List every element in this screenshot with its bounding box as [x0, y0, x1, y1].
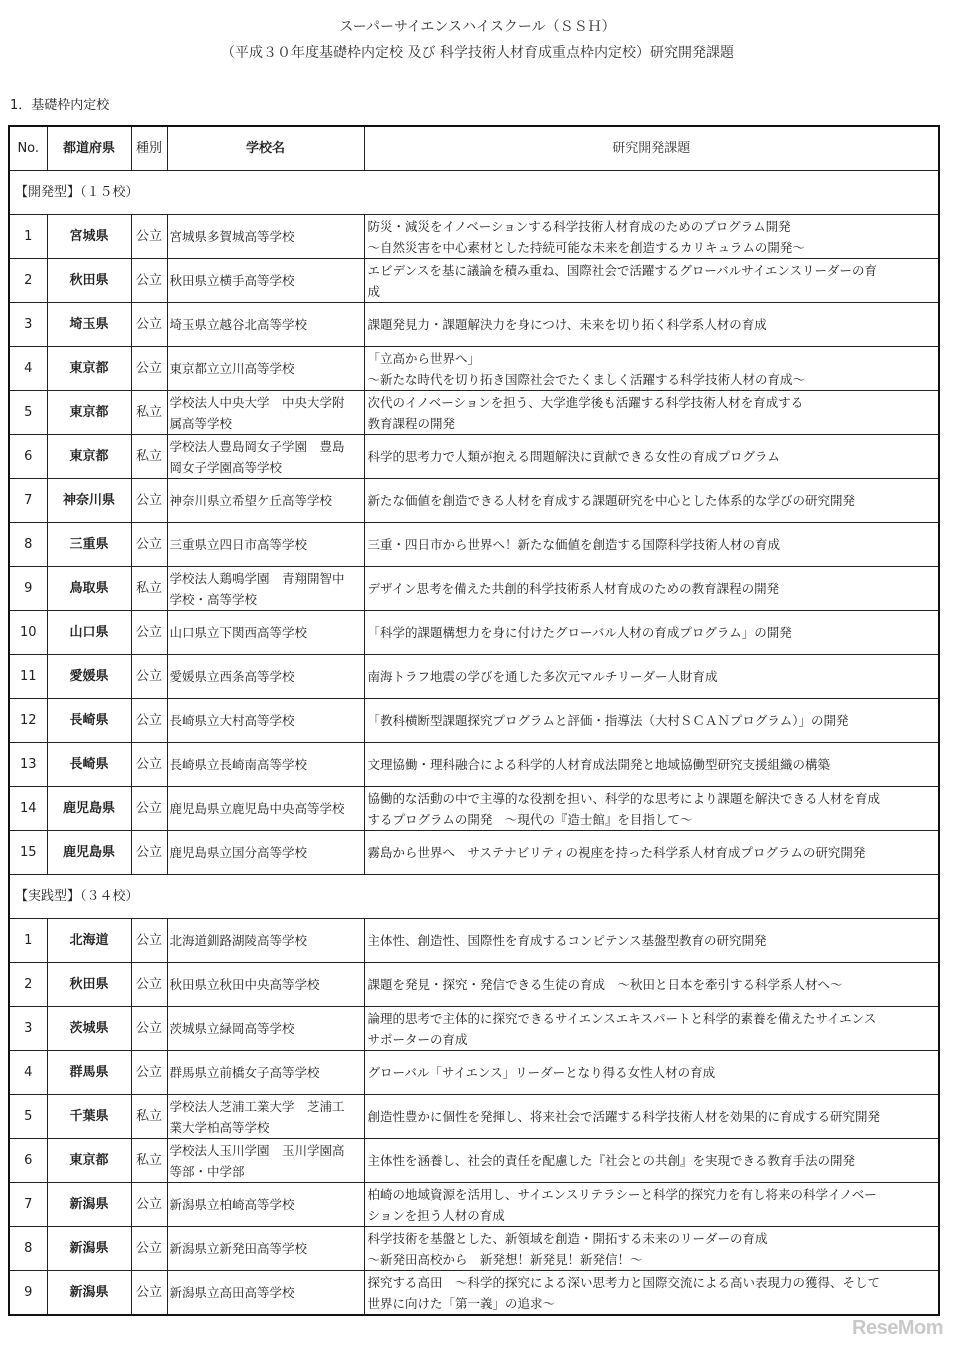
research-topic-cell: 課題を発見・探究・発信できる生徒の育成 ～秋田と日本を牽引する科学系人材へ～	[364, 963, 939, 1007]
research-topic-cell: 創造性豊かに個性を発揮し、将来社会で活躍する科学技術人材を効果的に育成する研究開発	[364, 1095, 939, 1139]
resemom-logo: ReseMom	[852, 1317, 943, 1339]
school-name-cell: 学校法人中央大学 中央大学附 属高等学校	[167, 391, 364, 435]
school-type-cell: 公立	[131, 215, 167, 259]
school-type-cell: 私立	[131, 435, 167, 479]
research-topic-cell: グローバル「サイエンス」リーダーとなり得る女性人材の育成	[364, 1051, 939, 1095]
section-label: 【実践型】（３４校）	[9, 875, 939, 919]
school-name-cell: 長崎県立大村高等学校	[167, 699, 364, 743]
school-type-cell: 私立	[131, 1139, 167, 1183]
school-type-cell: 公立	[131, 919, 167, 963]
row-number: 15	[9, 831, 47, 875]
table-row	[9, 567, 939, 611]
research-topic-cell: 防災・減災をイノベーションする科学技術人材育成のためのプログラム開発 ～自然災害を中心素材とした持続可能な未来を創造するカリキュラムの開発～	[364, 215, 939, 259]
prefecture-cell: 群馬県	[47, 1051, 131, 1095]
school-name-cell: 鹿児島県立鹿児島中央高等学校	[167, 787, 364, 831]
row-number: 2	[9, 963, 47, 1007]
research-topic-cell: 探究する高田 ～科学的探究による深い思考力と国際交流による高い表現力の獲得、そして 世界に向けた「第一義」の追求～	[364, 1271, 939, 1316]
school-name-cell: 三重県立四日市高等学校	[167, 523, 364, 567]
school-name-cell: 埼玉県立越谷北高等学校	[167, 303, 364, 347]
prefecture-cell: 新潟県	[47, 1183, 131, 1227]
row-number: 5	[9, 1095, 47, 1139]
row-number: 10	[9, 611, 47, 655]
section-label: 【開発型】（１５校）	[9, 171, 939, 215]
row-number: 13	[9, 743, 47, 787]
row-number: 7	[9, 479, 47, 523]
table-row	[9, 215, 939, 259]
table-row	[9, 1183, 939, 1227]
research-topic-cell: 主体性、創造性、国際性を育成するコンピテンス基盤型教育の研究開発	[364, 919, 939, 963]
row-number: 8	[9, 523, 47, 567]
table-row	[9, 963, 939, 1007]
row-number: 1	[9, 215, 47, 259]
table-row	[9, 1007, 939, 1051]
school-name-cell: 新潟県立柏崎高等学校	[167, 1183, 364, 1227]
table-row	[9, 919, 939, 963]
row-number: 6	[9, 1139, 47, 1183]
document-title: スーパーサイエンスハイスクール（ＳＳＨ）	[339, 19, 616, 35]
prefecture-cell: 山口県	[47, 611, 131, 655]
school-name-cell: 山口県立下関西高等学校	[167, 611, 364, 655]
prefecture-cell: 神奈川県	[47, 479, 131, 523]
section-heading: 1．基礎枠内定校	[10, 98, 110, 113]
prefecture-cell: 東京都	[47, 347, 131, 391]
school-name-cell: 鹿児島県立国分高等学校	[167, 831, 364, 875]
research-topic-cell: 科学的思考力で人類が抱える問題解決に貢献できる女性の育成プログラム	[364, 435, 939, 479]
header-topic: 研究開発課題	[364, 126, 939, 171]
research-topic-cell: 柏崎の地域資源を活用し、サイエンスリテラシーと科学的探究力を有し将来の科学イノベー ションを担う人材の育成	[364, 1183, 939, 1227]
prefecture-cell: 鹿児島県	[47, 831, 131, 875]
school-type-cell: 公立	[131, 743, 167, 787]
school-type-cell: 公立	[131, 303, 167, 347]
research-topic-cell: デザイン思考を備えた共創的科学技術系人材育成のための教育課程の開発	[364, 567, 939, 611]
document-subtitle: （平成３０年度基礎枠内定校 及び 科学技術人材育成重点枠内定校）研究開発課題	[221, 45, 734, 61]
prefecture-cell: 長崎県	[47, 743, 131, 787]
prefecture-cell: 愛媛県	[47, 655, 131, 699]
row-number: 4	[9, 347, 47, 391]
header-no: No.	[9, 126, 47, 171]
table-row	[9, 831, 939, 875]
prefecture-cell: 新潟県	[47, 1227, 131, 1271]
school-type-cell: 公立	[131, 1007, 167, 1051]
school-name-cell: 愛媛県立西条高等学校	[167, 655, 364, 699]
prefecture-cell: 鳥取県	[47, 567, 131, 611]
school-name-cell: 新潟県立新発田高等学校	[167, 1227, 364, 1271]
row-number: 2	[9, 259, 47, 303]
table-header-row	[9, 126, 939, 171]
school-type-cell: 公立	[131, 611, 167, 655]
row-number: 9	[9, 1271, 47, 1316]
prefecture-cell: 新潟県	[47, 1271, 131, 1316]
row-number: 5	[9, 391, 47, 435]
school-name-cell: 宮城県多賀城高等学校	[167, 215, 364, 259]
table-row	[9, 699, 939, 743]
research-topic-cell: 協働的な活動の中で主導的な役割を担い、科学的な思考により課題を解決できる人材を育成 するプログラムの開発 ～現代の『造士館』を目指して～	[364, 787, 939, 831]
prefecture-cell: 東京都	[47, 391, 131, 435]
school-name-cell: 新潟県立高田高等学校	[167, 1271, 364, 1316]
row-number: 6	[9, 435, 47, 479]
research-topic-cell: 次代のイノベーションを担う、大学進学後も活躍する科学技術人材を育成する 教育課程の開発	[364, 391, 939, 435]
research-topic-cell: 課題発見力・課題解決力を身につけ、未来を切り拓く科学系人材の育成	[364, 303, 939, 347]
section-row	[9, 875, 939, 919]
prefecture-cell: 東京都	[47, 435, 131, 479]
table-row	[9, 1227, 939, 1271]
table-row	[9, 523, 939, 567]
row-number: 3	[9, 1007, 47, 1051]
row-number: 3	[9, 303, 47, 347]
school-name-cell: 神奈川県立希望ケ丘高等学校	[167, 479, 364, 523]
table-row	[9, 787, 939, 831]
school-name-cell: 学校法人鶏鳴学園 青翔開智中 学校・高等学校	[167, 567, 364, 611]
research-topic-cell: エビデンスを基に議論を積み重ね、国際社会で活躍するグローバルサイエンスリーダーの育 成	[364, 259, 939, 303]
table-row	[9, 1139, 939, 1183]
school-name-cell: 東京都立立川高等学校	[167, 347, 364, 391]
row-number: 11	[9, 655, 47, 699]
school-type-cell: 公立	[131, 963, 167, 1007]
row-number: 1	[9, 919, 47, 963]
school-type-cell: 公立	[131, 259, 167, 303]
school-type-cell: 私立	[131, 567, 167, 611]
school-name-cell: 茨城県立緑岡高等学校	[167, 1007, 364, 1051]
table-row	[9, 391, 939, 435]
header-school: 学校名	[167, 126, 364, 171]
table-row	[9, 655, 939, 699]
research-topic-cell: 「科学的課題構想力を身に付けたグローバル人材の育成プログラム」の開発	[364, 611, 939, 655]
school-type-cell: 公立	[131, 787, 167, 831]
row-number: 9	[9, 567, 47, 611]
table-row	[9, 1051, 939, 1095]
school-name-cell: 学校法人豊島岡女子学園 豊島 岡女子学園高等学校	[167, 435, 364, 479]
research-topic-cell: 霧島から世界へ サステナビリティの視座を持った科学系人材育成プログラムの研究開発	[364, 831, 939, 875]
row-number: 14	[9, 787, 47, 831]
school-name-cell: 群馬県立前橋女子高等学校	[167, 1051, 364, 1095]
school-type-cell: 公立	[131, 1227, 167, 1271]
table-row	[9, 479, 939, 523]
school-type-cell: 公立	[131, 655, 167, 699]
prefecture-cell: 茨城県	[47, 1007, 131, 1051]
school-type-cell: 公立	[131, 523, 167, 567]
research-topic-cell: 三重・四日市から世界へ！新たな価値を創造する国際科学技術人材の育成	[364, 523, 939, 567]
school-name-cell: 秋田県立横手高等学校	[167, 259, 364, 303]
row-number: 8	[9, 1227, 47, 1271]
research-topic-cell: 「立高から世界へ」 ～新たな時代を切り拓き国際社会でたくましく活躍する科学技術人材の育成～	[364, 347, 939, 391]
row-number: 7	[9, 1183, 47, 1227]
table-row	[9, 347, 939, 391]
research-topic-cell: 主体性を涵養し、社会的責任を配慮した『社会との共創』を実現できる教育手法の開発	[364, 1139, 939, 1183]
research-topic-cell: 論理的思考で主体的に探究できるサイエンスエキスパートと科学的素養を備えたサイエンス サポーターの育成	[364, 1007, 939, 1051]
school-name-cell: 北海道釧路湖陵高等学校	[167, 919, 364, 963]
row-number: 4	[9, 1051, 47, 1095]
school-type-cell: 公立	[131, 699, 167, 743]
table-row	[9, 435, 939, 479]
prefecture-cell: 鹿児島県	[47, 787, 131, 831]
header-type: 種別	[131, 126, 167, 171]
school-type-cell: 公立	[131, 1271, 167, 1316]
school-name-cell: 学校法人玉川学園 玉川学園高 等部・中学部	[167, 1139, 364, 1183]
section-row	[9, 171, 939, 215]
table-row	[9, 259, 939, 303]
prefecture-cell: 埼玉県	[47, 303, 131, 347]
header-prefecture: 都道府県	[47, 126, 131, 171]
school-type-cell: 公立	[131, 1051, 167, 1095]
research-topic-cell: 文理協働・理科融合による科学的人材育成法開発と地域協働型研究支援組織の構築	[364, 743, 939, 787]
table-row	[9, 1095, 939, 1139]
school-type-cell: 公立	[131, 831, 167, 875]
prefecture-cell: 宮城県	[47, 215, 131, 259]
school-type-cell: 私立	[131, 1095, 167, 1139]
prefecture-cell: 秋田県	[47, 963, 131, 1007]
row-number: 12	[9, 699, 47, 743]
school-name-cell: 学校法人芝浦工業大学 芝浦工 業大学柏高等学校	[167, 1095, 364, 1139]
prefecture-cell: 千葉県	[47, 1095, 131, 1139]
table-row	[9, 611, 939, 655]
school-type-cell: 公立	[131, 347, 167, 391]
prefecture-cell: 長崎県	[47, 699, 131, 743]
research-topic-cell: 南海トラフ地震の学びを通した多次元マルチリーダー人財育成	[364, 655, 939, 699]
research-topic-cell: 新たな価値を創造できる人材を育成する課題研究を中心とした体系的な学びの研究開発	[364, 479, 939, 523]
prefecture-cell: 北海道	[47, 919, 131, 963]
table-row	[9, 1271, 939, 1316]
school-name-cell: 秋田県立秋田中央高等学校	[167, 963, 364, 1007]
research-topic-cell: 「教科横断型課題探究プログラムと評価・指導法（大村ＳＣＡＮプログラム）」の開発	[364, 699, 939, 743]
table-row	[9, 743, 939, 787]
school-type-cell: 私立	[131, 391, 167, 435]
prefecture-cell: 東京都	[47, 1139, 131, 1183]
research-topic-cell: 科学技術を基盤とした、新領域を創造・開拓する未来のリーダーの育成 ～新発田高校から 新発想！新発見！新発信！～	[364, 1227, 939, 1271]
prefecture-cell: 三重県	[47, 523, 131, 567]
school-name-cell: 長崎県立長崎南高等学校	[167, 743, 364, 787]
school-type-cell: 公立	[131, 1183, 167, 1227]
table-row	[9, 303, 939, 347]
schools-table	[8, 125, 940, 1316]
school-type-cell: 公立	[131, 479, 167, 523]
prefecture-cell: 秋田県	[47, 259, 131, 303]
